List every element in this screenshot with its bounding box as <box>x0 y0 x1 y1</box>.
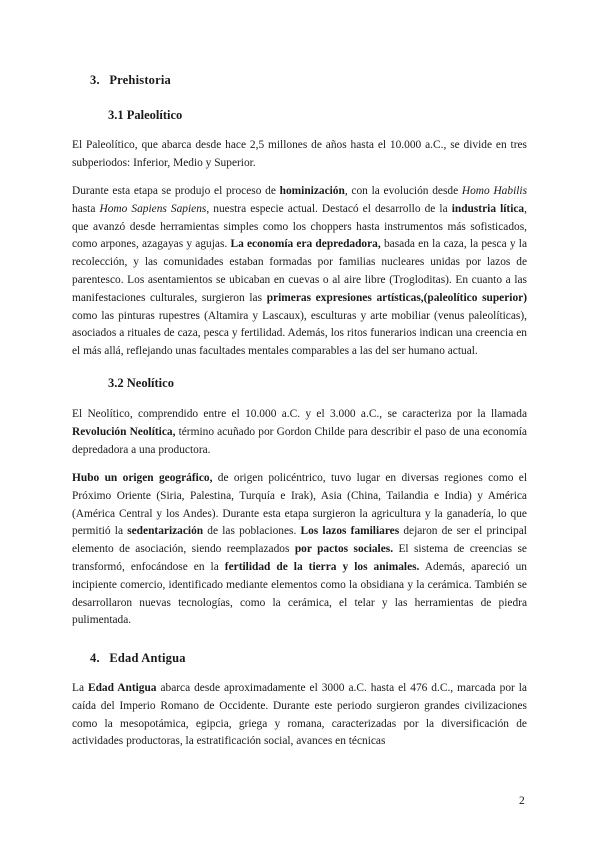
paleolitico-paragraph-1: El Paleolítico, que abarca desde hace 2,5 millones de años hasta el 10.000 a.C., se divide en tres subperiodos: Inferior, Medio y Superior. <box>72 139 527 169</box>
paleolitico-paragraph-2: Durante esta etapa se produjo el proceso de hominización, con la evolución desde Homo Habilis hasta Homo Sapiens Sapiens, nuestra especie actual. Destacó el desarrollo de la industria lítica, que avanzó desde herramientas simples como los choppers hasta instrumentos más sofisticados, como arpones, azagayas y agujas. La economía era depredadora, basada en la caza, la pesca y la recolección, y las comunidades estaban formadas por familias nucleares unidas por lazos de parentesco. Los asentamientos se ubicaban en cuevas o al aire libre (Trogloditas). En cuanto a las manifestaciones culturales, surgieron las primeras expresiones artísticas,(paleolítico superior) como las pinturas rupestres (Altamira y Lascaux), esculturas y arte mobiliar (venus paleolíticas), asociados a rituales de caza, pesca y fertilidad. Además, los ritos funerarios indican una creencia en el más allá, reflejando unas facultades mentales comparables a las del ser humano actual. <box>72 185 528 358</box>
heading-prehistoria: 3. Prehistoria <box>90 73 172 87</box>
heading-edad-antigua: 4. Edad Antigua <box>90 651 186 665</box>
page-number: 2 <box>519 795 525 807</box>
heading-paleolitico: 3.1 Paleolítico <box>108 108 183 122</box>
neolitico-paragraph-1: El Neolítico, comprendido entre el 10.000 a.C. y el 3.000 a.C., se caracteriza por la llamada Revolución Neolítica, término acuñado por Gordon Childe para describir el paso de una economía depredadora a una productora. <box>72 408 527 456</box>
heading-neolitico: 3.2 Neolítico <box>108 376 174 390</box>
edad-antigua-paragraph-1: La Edad Antigua abarca desde aproximadamente el 3000 a.C. hasta el 476 d.C., marcada por la caída del Imperio Romano de Occidente. Durante este periodo surgieron grandes civilizaciones como la mesopotámica, egipcia, griega y romana, caracterizadas por la diversificación de actividades productoras, la estratificación social, avances en técnicas <box>72 682 527 748</box>
neolitico-paragraph-2: Hubo un origen geográfico, de origen policéntrico, tuvo lugar en diversas regiones como el Próximo Oriente (Siria, Palestina, Turquía e Irak), Asia (China, Tailandia e India) y América (América Central y los Andes). Durante esta etapa surgieron la agricultura y la ganadería, lo que permitió la sedentarización de las poblaciones. Los lazos familiares dejaron de ser el principal elemento de asociación, siendo reemplazados por pactos sociales. El sistema de creencias se transformó, enfocándose en la fertilidad de la tierra y los animales. Además, apareció un incipiente comercio, identificado mediante elementos como la obsidiana y la cerámica. También se desarrollaron nuevas tecnologías, como la cerámica, el telar y las herramientas de piedra pulimentada. <box>72 472 528 627</box>
